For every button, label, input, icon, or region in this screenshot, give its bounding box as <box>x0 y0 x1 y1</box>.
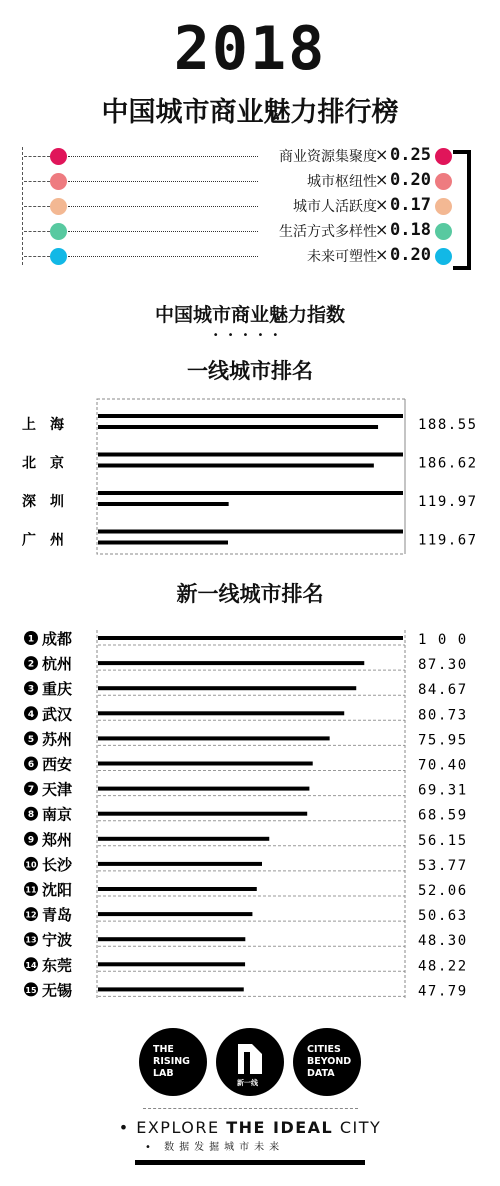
factor-label: 城市枢纽性 <box>307 174 377 190</box>
factor-times: × <box>375 145 389 164</box>
tier2-bar <box>98 987 244 991</box>
rank-number: 5 <box>27 734 35 745</box>
tier2-bar <box>98 862 262 866</box>
tier2-bar <box>98 736 330 740</box>
factor-weight: 0.25 <box>390 145 431 165</box>
explore-slogan: • EXPLORE THE IDEAL CITY <box>118 1118 382 1137</box>
tier2-city-label: 西安 <box>42 755 73 774</box>
rank-number: 2 <box>27 659 35 670</box>
tier2-city-label: 青岛 <box>42 906 73 925</box>
tier2-city-label: 长沙 <box>42 855 73 874</box>
tier1-bar <box>98 425 378 429</box>
tier2-city-label: 成都 <box>42 630 73 648</box>
year-heading: 2018 <box>173 14 327 84</box>
cities-beyond-data-logo-text: CITIES BEYOND DATA <box>307 1044 352 1079</box>
rank-number: 9 <box>27 835 35 846</box>
explore-text-b: THE IDEAL <box>226 1118 334 1137</box>
tier1-value-label: 119.97 <box>418 494 478 510</box>
tier2-city-label: 重庆 <box>42 680 73 699</box>
tier2-bar <box>98 887 257 891</box>
rank-number: 10 <box>25 860 37 870</box>
tier2-city-label: 武汉 <box>42 705 73 724</box>
tier2-bar <box>98 787 309 791</box>
tier2-bar <box>98 912 252 916</box>
tier2-city-label: 杭州 <box>42 655 73 674</box>
tier2-city-label: 苏州 <box>42 730 73 749</box>
tier2-value-label: 80.73 <box>418 707 468 724</box>
tier1-bar <box>98 464 374 468</box>
tier2-value-label: 53.77 <box>418 857 468 874</box>
factor-weight: 0.18 <box>390 220 431 240</box>
factor-times: × <box>375 170 389 189</box>
page-title: 中国城市商业魅力排行榜 <box>101 97 399 128</box>
tier2-bar <box>98 636 403 640</box>
tier1-city-label: 北 京 <box>22 455 64 472</box>
tier1-value-label: 188.55 <box>418 417 478 433</box>
tier2-value-label: 84.67 <box>418 682 468 699</box>
tier2-bar <box>98 812 307 816</box>
tier2-value-label: 69.31 <box>418 782 468 799</box>
factor-times: × <box>375 195 389 214</box>
factor-weight: 0.17 <box>390 195 431 215</box>
tier2-value-label: 56.15 <box>418 832 468 849</box>
factor-times: × <box>375 245 389 264</box>
rank-number: 13 <box>25 935 37 945</box>
tier1-value-label: 186.62 <box>418 455 478 472</box>
rank-number: 14 <box>25 960 37 970</box>
tier2-bar <box>98 762 313 766</box>
tier2-bar <box>98 837 269 841</box>
tier1-bar <box>98 541 228 545</box>
tier1-title: 一线城市排名 <box>187 359 313 383</box>
tier2-value-label: 70.40 <box>418 757 468 774</box>
rank-number: 1 <box>27 634 35 645</box>
rising-lab-logo <box>139 1028 207 1096</box>
index-title: 中国城市商业魅力指数 <box>154 304 345 326</box>
rank-number: 3 <box>27 684 35 695</box>
factor-weight: 0.20 <box>390 245 431 265</box>
footer-divider <box>143 1108 358 1109</box>
tier1-city-label: 上 海 <box>22 417 64 433</box>
tier2-city-label: 东莞 <box>42 956 73 975</box>
rank-number: 11 <box>25 885 37 895</box>
bottom-bar <box>135 1160 365 1165</box>
new-tier-logo-text: 新一线 <box>237 1079 258 1087</box>
rank-number: 6 <box>27 760 35 770</box>
factor-weight: 0.20 <box>390 170 431 190</box>
rank-number: 4 <box>27 709 35 720</box>
factor-times: × <box>375 220 389 239</box>
tier1-bar <box>98 502 229 506</box>
tier2-city-label: 沈阳 <box>42 881 73 899</box>
tier2-city-label: 南京 <box>42 805 73 824</box>
tier1-city-label: 深 圳 <box>22 494 64 510</box>
rising-lab-logo-text: THE RISING LAB <box>153 1044 190 1079</box>
tier1-city-label: 广 州 <box>22 532 64 549</box>
tier2-bar <box>98 711 344 715</box>
explore-text-c: CITY <box>333 1118 382 1137</box>
explore-text-a: EXPLORE <box>136 1118 227 1137</box>
rank-number: 15 <box>25 985 37 995</box>
tier1-ref-bar <box>98 453 403 457</box>
factor-label: 未来可塑性 <box>307 249 377 265</box>
tier2-value-label: 1 0 0 <box>418 632 468 648</box>
tier1-ref-bar <box>98 414 403 418</box>
tier1-ref-bar <box>98 491 403 495</box>
tier1-value-label: 119.67 <box>418 532 478 549</box>
tier2-bar <box>98 937 245 941</box>
tier2-value-label: 52.06 <box>418 883 468 899</box>
tier2-city-label: 郑州 <box>42 830 73 849</box>
tier2-city-label: 宁波 <box>42 931 73 950</box>
cities-beyond-data-logo <box>293 1028 361 1096</box>
tier2-value-label: 75.95 <box>418 732 468 749</box>
factor-label: 商业资源集聚度 <box>279 149 377 165</box>
tier2-value-label: 87.30 <box>418 657 468 674</box>
tier2-value-label: 48.30 <box>418 933 468 950</box>
tier2-title: 新一线城市排名 <box>176 582 324 606</box>
factor-label: 生活方式多样性 <box>279 224 377 240</box>
new-tier-logo <box>216 1028 284 1096</box>
tier2-value-label: 68.59 <box>418 807 468 824</box>
tier2-bar <box>98 661 364 665</box>
tier2-value-label: 47.79 <box>418 983 468 1000</box>
tier2-city-label: 天津 <box>42 780 73 799</box>
tagline-text: 数据发掘城市未来 <box>164 1142 285 1153</box>
tagline: • 数据发掘城市未来 <box>145 1142 285 1153</box>
dot-separator: ••••• <box>212 330 288 341</box>
rank-number: 12 <box>25 910 37 920</box>
rank-number: 7 <box>27 785 35 796</box>
tier2-city-label: 无锡 <box>42 981 73 1000</box>
factor-label: 城市人活跃度 <box>293 199 377 215</box>
rank-number: 8 <box>27 810 35 821</box>
tier2-value-label: 48.22 <box>418 958 468 975</box>
tier2-bar <box>98 962 245 966</box>
tier2-bar <box>98 686 356 690</box>
tier2-value-label: 50.63 <box>418 908 468 925</box>
tier1-ref-bar <box>98 530 403 534</box>
